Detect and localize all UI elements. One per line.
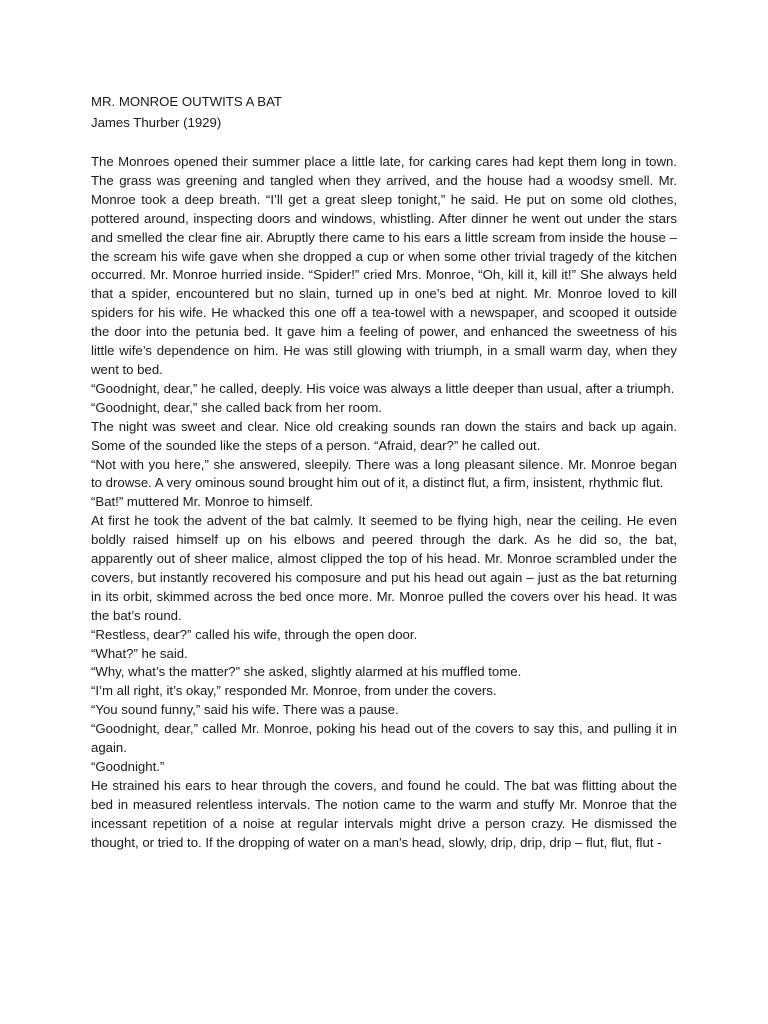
paragraph-13: “Goodnight, dear,” called Mr. Monroe, poking his head out of the covers to say this, and pulling it in again. bbox=[91, 721, 677, 756]
document-page bbox=[91, 91, 677, 853]
paragraph-7: At first he took the advent of the bat calmly. It seemed to be flying high, near the ceiling. He even boldly raised himself up on his elbows and peered through the dark. As he did so, the bat, apparently out of sheer malice, almost clipped the top of his head. Mr. Monroe scrambled under the covers, but instantly recovered his composure and put his head out again – just as the bat returning in its orbit, skimmed across the bed once more. Mr. Monroe pulled the covers over his head. It was the bat’s round. bbox=[91, 513, 677, 623]
paragraph-15: He strained his ears to hear through the covers, and found he could. The bat was flitting about the bed in measured relentless intervals. The notion came to the warm and stuffy Mr. Monroe that the incessant repetition of a noise at regular intervals might drive a person crazy. He dismissed the thought, or tried to. If the dropping of water on a man’s head, slowly, drip, drip, drip – flut, flut, flut - bbox=[91, 777, 677, 850]
paragraph-9: “What?” he said. bbox=[91, 645, 188, 661]
story-byline: James Thurber (1929) bbox=[91, 115, 222, 130]
paragraph-6: “Bat!” muttered Mr. Monroe to himself. bbox=[91, 494, 314, 510]
paragraph-10: “Why, what’s the matter?” she asked, slightly alarmed at his muffled tome. bbox=[91, 664, 522, 680]
paragraph-8: “Restless, dear?” called his wife, through the open door. bbox=[91, 626, 418, 642]
paragraph-1: The Monroes opened their summer place a little late, for carking cares had kept them long in town. The grass was greening and tangled when they arrived, and the house had a woodsy smell. Mr. Monroe took a deep breath. “I’ll get a great sleep tonight,” he said. He put on some old clothes, pottered around, inspecting doors and windows, whistling. After dinner he went out under the stars and smelled the clear fine air. Abruptly there came to his ears a little scream from inside the house – the scream his wife gave when she dropped a cup or when some other trivial tragedy of the kitchen occurred. Mr. Monroe hurried inside. “Spider!” cried Mrs. Monroe, “Oh, kill it, kill it!” She always held that a spider, encountered but no slain, turned up in one’s bed at night. Mr. Monroe loved to kill spiders for his wife. He whacked this one off a tea-towel with a newspaper, and scooped it outside the door into the petunia bed. It gave him a feeling of power, and enhanced the sweetness of his little wife’s dependence on him. He was still glowing with triumph, in a small warm day, when they went to bed. bbox=[91, 154, 677, 377]
paragraph-4: The night was sweet and clear. Nice old creaking sounds ran down the stairs and back up again. Some of the sounded like the steps of a person. “Afraid, dear?” he called out. bbox=[91, 418, 677, 453]
paragraph-12: “You sound funny,” said his wife. There was a pause. bbox=[91, 702, 399, 718]
paragraph-5: “Not with you here,” she answered, sleepily. There was a long pleasant silence. Mr. Monroe began to drowse. A very ominous sound brought him out of it, a distinct flut, a firm, insistent, rhythmic flut. bbox=[91, 456, 677, 491]
paragraph-11: “I’m all right, it’s okay,” responded Mr. Monroe, from under the covers. bbox=[91, 683, 497, 699]
paragraph-2: “Goodnight, dear,” he called, deeply. His voice was always a little deeper than usual, after a triumph. bbox=[91, 380, 675, 396]
paragraph-14: “Goodnight.” bbox=[91, 759, 165, 774]
story-title: MR. MONROE OUTWITS A BAT bbox=[91, 94, 282, 109]
paragraph-3: “Goodnight, dear,” she called back from her room. bbox=[91, 399, 383, 415]
